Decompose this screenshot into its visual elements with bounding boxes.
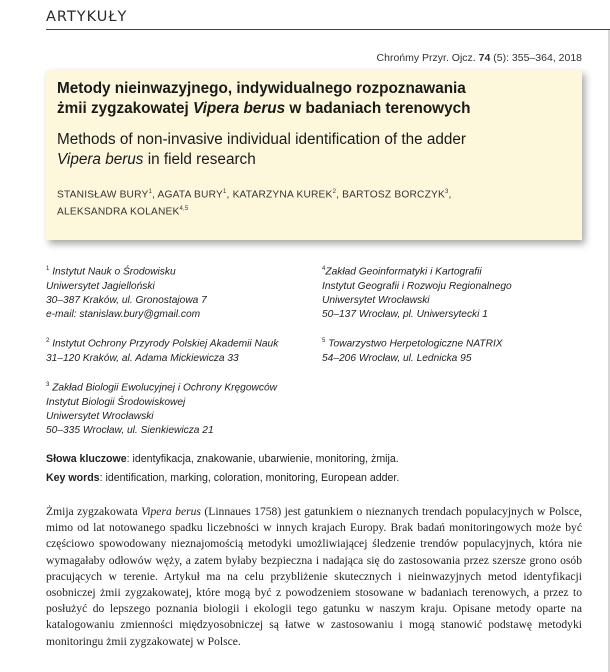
author-affiliation-ref: 2 [332, 189, 337, 195]
keywords-english [46, 471, 399, 485]
keywords-polish [46, 452, 399, 466]
keywords-text: : identyfikacja, znakowanie, ubarwienie, monitoring, żmija. [126, 453, 399, 465]
author-separator: , [152, 189, 158, 201]
affiliation-number: 5 [322, 338, 326, 344]
title-pl-line2: żmii zygzakowatej [57, 100, 194, 117]
affiliation-line: Instytut Nauk o Środowisku [52, 266, 176, 278]
author-affiliation-ref: 4,5 [179, 206, 189, 213]
author-name: BARTOSZ BORCZYK [342, 189, 445, 201]
keywords-label: Słowa kluczowe [46, 453, 127, 465]
affiliation-line: Zakład Geoinformatyki i Kartografii [325, 266, 482, 278]
affiliation-line: Uniwersytet Wrocławski [46, 410, 154, 422]
affiliation-2 [46, 334, 278, 366]
title-en-line1: Methods of non-invasive individual identification of the adder [57, 131, 467, 148]
author-name: KATARZYNA KUREK [232, 189, 333, 201]
affiliation-line: Instytut Biologii Środowiskowej [46, 396, 186, 408]
author-name: ALEKSANDRA KOLANEK [57, 206, 180, 218]
affiliation-number: 2 [46, 338, 50, 344]
affiliation-number: 3 [46, 382, 50, 388]
affiliation-line: Instytut Ochrony Przyrody Polskiej Akademii Nauk [52, 338, 279, 350]
affiliation-number: 1 [46, 266, 50, 272]
affiliation-line: 30–387 Kraków, ul. Gronostajowa 7 [46, 294, 207, 306]
title-pl-species: Vipera berus [193, 100, 286, 117]
affiliation-line: Uniwersytet Jagielloński [46, 280, 155, 292]
affiliation-line: Uniwersytet Wrocławski [322, 294, 430, 306]
author-list [57, 185, 572, 220]
section-label: ARTYKUŁY [46, 9, 128, 25]
affiliation-4 [322, 262, 512, 322]
affiliation-3 [46, 378, 277, 438]
author-name: STANISŁAW BURY [57, 189, 149, 201]
author-affiliation-ref: 1 [148, 189, 153, 195]
author-separator: , [226, 189, 233, 201]
citation-rest: (5): 355–364, 2018 [490, 52, 582, 64]
author-name: AGATA BURY [157, 189, 223, 201]
title-polish [57, 79, 572, 119]
author-separator: , [336, 189, 343, 201]
affiliation-1 [46, 262, 207, 322]
affiliation-line: Instytut Geografii i Rozwoju Regionalnego [322, 280, 512, 292]
title-en-line2-end: in field research [143, 151, 256, 168]
section-divider [46, 29, 610, 30]
affiliation-line: 50–137 Wrocław, pl. Uniwersytecki 1 [322, 309, 488, 320]
abstract-paragraph [46, 504, 582, 650]
affiliation-email: e-mail: stanislaw.bury@gmail.com [46, 309, 201, 320]
affiliation-line: 31–120 Kraków, al. Adama Mickiewicza 33 [46, 352, 239, 364]
journal-citation [377, 52, 582, 64]
title-en-species: Vipera berus [57, 151, 144, 168]
keywords-label: Key words [46, 472, 100, 484]
affiliation-5 [322, 334, 503, 366]
title-box [46, 70, 582, 240]
title-english [57, 130, 572, 170]
abstract-text: (Linnaues 1758) jest gatunkiem o nieznanych trendach populacyjnych w Polsce, mimo od lat notowanego spadku liczebności w innych krajach Europy. Brak badań monitoringowych może być częściowo spowodowany nieznajomością metodyki umożliwiającej śledzenie trendów populacyjnych, która nie wymagałaby odłowów węży, a zatem byłaby bezpieczna i nadająca się do zastosowania przez szersze grono osób pracujących w terenie. Artykuł ma na celu przybliżenie skutecznych i nieinwazyjnych metod identyfikacji osobniczej żmii zygzakowatej, które mogą być z powodzeniem stosowane w badaniach terenowych, a przez to posłużyć do lepszego poznania biologii i ekologii tego gatunku w naszym kraju. Opisane metody oparte na katalogowaniu zmienności międzyosobniczej są łatwe w zastosowaniu i mogą stanowić podstawę metodyki monitoringu żmii zygzakowatej w Polsce. [46, 505, 582, 648]
title-pl-line2-end: w badaniach terenowych [285, 100, 471, 117]
author-separator: , [448, 189, 452, 201]
affiliation-number: 4 [322, 266, 326, 272]
citation-prefix: Chrońmy Przyr. Ojcz. [376, 52, 479, 64]
affiliation-line: Towarzystwo Herpetologiczne NATRIX [328, 338, 503, 350]
author-affiliation-ref: 3 [445, 189, 449, 195]
citation-volume: 74 [478, 52, 491, 64]
affiliation-line: Zakład Biologii Ewolucyjnej i Ochrony Kręgowców [52, 382, 277, 394]
author-affiliation-ref: 1 [222, 189, 227, 195]
keywords-text: : identification, marking, coloration, monitoring, European adder. [99, 472, 400, 484]
affiliation-line: 54–206 Wrocław, ul. Lednicka 95 [322, 352, 472, 364]
abstract-species: Vipera berus [141, 505, 201, 518]
affiliation-line: 50–335 Wrocław, ul. Sienkiewicza 21 [46, 425, 214, 436]
title-pl-line1: Metody nieinwazyjnego, indywidualnego rozpoznawania [57, 80, 466, 97]
abstract-text: Żmija zygzakowata [46, 505, 142, 518]
